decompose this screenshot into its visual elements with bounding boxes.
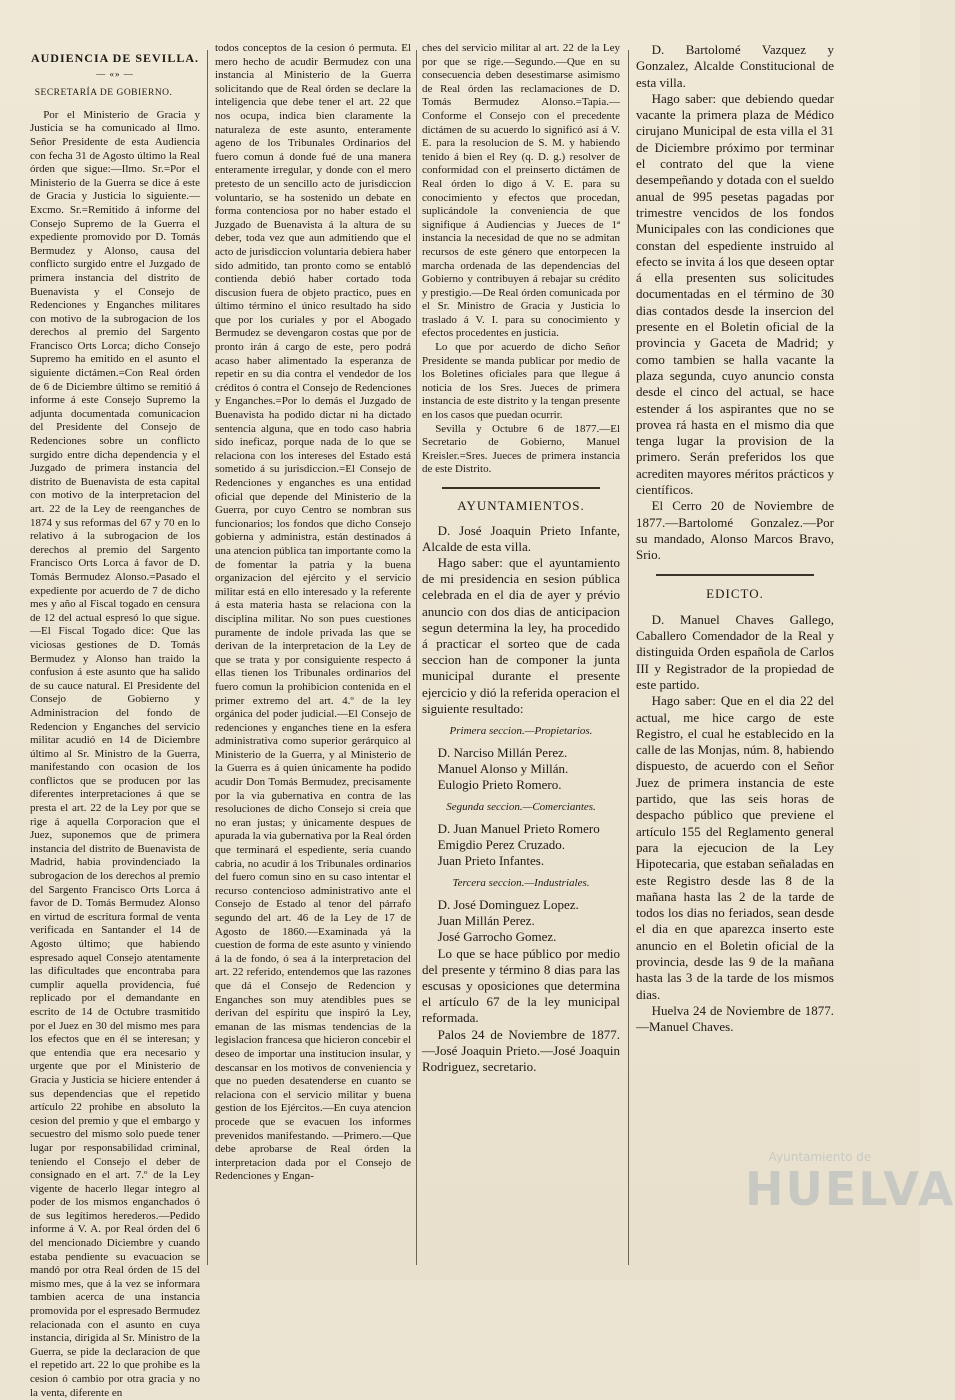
article-signature: Sevilla y Octubre 6 de 1877.—El Secretario de Gobierno, Manuel Kreisler.=Sres. Jueces de primera instancia de este Distrito. <box>422 422 620 476</box>
list-item: Emigdio Perez Cruzado. <box>437 837 566 853</box>
mayor-heading-cerro: D. Bartolomé Vazquez y Gonzalez, Alcalde Constitucional de esta villa. <box>636 42 834 90</box>
ornament: — «» — <box>96 68 134 79</box>
section-title-audiencia: AUDIENCIA DE SEVILLA. <box>30 51 200 65</box>
mayor-signature: Palos 24 de Noviembre de 1877.—José Joaquin Prieto.—José Joaquin Rodriguez, secretario. <box>422 1026 620 1075</box>
column-rule <box>416 50 417 1265</box>
column-2 <box>215 42 411 1267</box>
column-rule <box>628 50 629 1265</box>
section-subtitle: SECRETARÍA DE GOBIERNO. <box>34 88 173 99</box>
article-body-continued: todos conceptos de la cesion ó permuta. El mero hecho de acudir Bermudez con una instancia al Ministerio de la Guerra solicitando que de Real órden se declare la inteligencia que debe tener el art. 22 que nos ocupa, indica bien claramente la naturaleza de este asunto, enteramente ageno de los Tribunales Ordinarios del fuero comun á donde fué de una manera enteramente irregular, y donde con el mero pretesto de un sencillo acto de jurisdiccion voluntario, se ha sostenido un debate en forma contenciosa por no haber estado el Juzgado de Buenavista á la altura de su deber, toda vez que aun admitiendo que el acto de jurisdiccion voluntaria debiera haber sido admitido, tan pronto como se entabló contienda debió haber cortado toda discusion fuera de objeto practico, pues en último término el único resultado ha sido que por los curiales y por el Abogado Bermudez se devengaron costas que por de pronto irán á cargo de este, pero podrá acaso haber alimentado la esperanza de repetir en su dia contra el vendedor de los créditos ó contra el Consejo de Redenciones y Enganches.=Por lo demás el Juzgado de Buenavista ha podido dictar ni ha dictado sentencia alguna, que en todo caso habria sido ineficaz, porque nada de lo que se relaciona con los intereses del Estado está sometido á su jurisdiccion.=El Consejo de Redenciones y enganches es una entidad oficial que depende del Ministerio de la Guerra, por cuyo Centro se nombran sus funcionarios; los fondos que dicho Consejo gobierna y administra, están destinados á una atencion pública tan importante como la de fomentar la patria y la buena organizacion del ejército y el servicio militar está en ello interesado y la referente á esta materia hasta se relaciona con la disciplina militar. No son pues cuestiones puramente de índole privada las que se derivan de la interpretacion de la Ley de que se trata y por consiguiente respecto á ellas tienen los Tribunales ordinarios del fuero comun la prohibicion contenida en el primer extremo del art. 4.º de la ley orgánica del poder judicial.—El Consejo de redenciones y enganches tiene en la esfera administrativa como superior gerárquico al Ministerio de la Guerra, y al Ministerio de la Guerra es á quien únicamente ha podido acudir Don Tomás Bermudez, precisamente por la via gubernativa en contra de las resoluciones de dicho Consejo si creia que no eran justas; y únicamente despues de apurada la via gubernativa por la Real órden que terminará el espediente, sería cuando cabria, no acudir á los Tribunales ordinarios del fuero comun sino en su caso intentar el recurso contencioso administrativo ante el Consejo de Estado al tenor del párrafo segundo del art. 46 de la Ley de 17 de Agosto de 1860.—Examinada yá la cuestion de forma de este asunto y viniendo á la de fondo, ó sea á la interpretacion del art. 22 referido, entendemos que las razones que dá el Consejo de Redencion y Enganches son muy atendibles pues se derivan del espíritu que inspiró la Ley, emanan de las mismas tendencias de la legislacion francesa que hicieron concebir el deseo de importar una institucion insular, y descansar en los motivos de conveniencia y que no pueden desatenderse en cuanto se relaciona con el servicio militar y buena gestion de los Ejércitos.—En cuya atencion procede que se evacuen los informes prevenidos manifestando. —Primero.—Que debe aprobarse de Real órden la interpretacion dada por el Consejo de Redenciones y Engan- <box>215 42 411 1183</box>
list-item: Manuel Alonso y Millán. <box>437 760 569 776</box>
divider <box>656 574 814 576</box>
article-body-end: ches del servicio militar al art. 22 de la Ley por que se rige.—Segundo.—Que en su consecuencia deben desestimarse asimismo de Real órden las reclamaciones de D. Tomás Bermudez Alonso.=Tapia.—Conforme el Consejo con el precedente dictámen de su acuerdo lo significó así á V. E. para la resolucion de S. M. y habiendo tenido á bien el Rey (q. D. g.) resolver de conformidad con el preinserto dictámen de Real órden lo digo á V. E. para su conocimiento y efectos que procedan, suplicándole la conveniencia de que signifique á Audiencias y Jueces de 1ª instancia la necesidad de que no se admitan recursos de este género que entorpecen la marcha ordenada de las dependencias del Gobierno y contribuyen á rebajar su crédito y prestigio.—De Real órden comunicada por el Sr. Ministro de Gracia y Justicia lo traslado á V. I. para su conocimiento y efectos procedentes en justicia. <box>422 42 620 340</box>
section-label-1: Primera seccion.—Propietarios. <box>449 725 593 738</box>
list-item: D. Narciso Millán Perez. <box>437 744 568 760</box>
edict-body: Hago saber: Que en el dia 22 del actual, me hice cargo de este Registro, el cual he establecido en la calle de las Monjas, núm. 8, habiendo dispuesto, de acuerdo con el Señor Juez de primera instancia de este partido, que las seis horas de despacho público que previene el artículo 155 del Reglamento general para la ejecucion de la Ley Hipotecaria, que estaban señaladas en este Registro desde las 8 de la mañana hasta las 2 de la tarde de todos los dias no feriados, sean desde el dia en que aparezca inserto este anuncio en el Boletin oficial de la provincia, desde las 9 de la mañana hasta las 3 de la tarde de los mismos dias. <box>636 693 834 1002</box>
divider <box>442 487 600 489</box>
list-item: Juan Prieto Infantes. <box>437 853 545 869</box>
edict-heading: D. Manuel Chaves Gallego, Caballero Comendador de la Real y distinguida Orden española de Carlos III y Registrador de la propiedad de este partido. <box>636 611 834 692</box>
section-label-3: Tercera seccion.—Industriales. <box>452 877 590 890</box>
list-item: D. José Dominguez Lopez. <box>437 897 579 913</box>
mayor-notice: Hago saber: que el ayuntamiento de mi presidencia en sesion pública celebrada en el dia de ayer y prévio anuncio con dos dias de anticipacion segun determina la ley, ha procedido á practicar el sorteo que de cada seccion han de componer la junta municipal durante el presente ejercicio y dió la referida operacion el siguiente resultado: <box>422 555 620 716</box>
mayor-heading: D. José Joaquin Prieto Infante, Alcalde de esta villa. <box>422 522 620 554</box>
list-item: Eulogio Prieto Romero. <box>437 777 562 793</box>
edict-signature: Huelva 24 de Noviembre de 1877.—Manuel Chaves. <box>636 1002 834 1035</box>
section-title-edicto: EDICTO. <box>706 585 764 601</box>
column-rule <box>207 50 208 1265</box>
section-label-2: Segunda seccion.—Comerciantes. <box>446 801 596 814</box>
publication-order: Lo que por acuerdo de dicho Señor Presidente se manda publicar por medio de los Boletines oficiales para que llegue á noticia de los Sres. Jueces de primera instancia de este distrito y la tengan presente en los casos que puedan ocurrir. <box>422 341 620 422</box>
archive-watermark <box>745 1150 955 1270</box>
vacancy-signature: El Cerro 20 de Noviembre de 1877.—Bartolomé Gonzalez.—Por su mandado, Alonso Marcos Bravo, Srio. <box>636 498 834 563</box>
list-item: D. Juan Manuel Prieto Romero <box>437 820 600 836</box>
article-body: Por el Ministerio de Gracia y Justicia se ha comunicado al Ilmo. Señor Presidente de esta Audiencia con fecha 31 de Agosto último la Real órden que sigue:—Ilmo. Sr.=Por el Ministerio de la Guerra se dice á este de Gracia y Justicia lo siguiente.—Excmo. Sr.=Remitido á informe del Consejo Supremo de la Guerra el expediente promovido por D. Tomás Bermudez y Alonso, causa del conflicto surgido entre el Juzgado de primera instancia del distrito de Buenavista y el Consejo de Redenciones y Enganches militares con motivo de la subrogacion de los derechos al premio del Sargento Francisco Orts Lorca; dicho Consejo Supremo ha emitido en el asunto el siguiente dictámen.=Con Real órden de 6 de Diciembre último se remitió á informe á este Consejo Supremo la adjunta documentada comunicacion del Presidente del Consejo de Redenciones sobre un conflicto surgido entre dicha dependencia y el Juzgado de primera instancia del distrito de Buenavista de esta capital con motivo de la interpretacion del art. 22 de la Ley de reenganches de 1874 y sus reformas del 67 y 70 en lo relativo á la subrogacion de los derechos al premio del Sargento Francisco Orts Lorca á favor de D. Tomás Bermudez Alonso.=Pasado el expediente por acuerdo de 7 de dicho mes y año al Fiscal togado en censura de 12 del actual espresó lo que sigue.—El Fiscal Togado dice: Que las viciosas gestiones de D. Tomás Bermudez y Alonso han traido la confusion á este asunto que ha salido de su cauce natural. El Presidente del Consejo de Gobierno y Administracion del fondo de Redencion y Enganches del servicio militar acudió en 14 de Diciembre último al Sr. Ministro de la Guerra, manifestando con ocasion de los conflictos que se producen por las diferentes interpretaciones á que se presta el art. 22 de la Ley por que se rige á aquella Corporacion que el Juez, suponemos que de primera instancia del distrito de Buenavista de Madrid, habia provindenciado la subrogacion de los derechos al premio del Sargento Francisco Orts Lorca á favor de D. Tomás Bermudez Alonso en virtud de escritura formal de venta verificada en Santander el 14 de Agosto último; que habiendo espresado aquel Consejo atentamente las dificultades que encontraba para cumplir aquella providencia, fué replicado por el demandante en escrito de 14 de Octubre trasmitido por el Juez en 30 del mismo mes para los efectos que en él se interesan; y que entendia que era necesario y urgente que por el Ministerio de Gracia y Justicia se hiciere entender á sus dependencias que el repetido artículo 22 prohibe en absoluto la cesion del premio y que el embargo y secuestro del mismo solo puede tener lugar por responsabilidad criminal, teniendo el Consejo el deber de consignado en el art. 7.º de la Ley vigente de hacerlo llegar íntegro al poder de los mismos enganchados ó de sus legítimos herederos.—Pedido informe á V. A. por Real órden del 6 del mencionado Diciembre y cuando estaba pendiente su evacuacion se mandó por otra Real órden de 15 del mismo mes, que á la vez se informara tambien acerca de una instancia promovida por el espresado Bermudez relacionada con el asunto en cuya instancia, dirigida al Sr. Ministro de la Guerra, se pide la declaracion de que el repetido art. 22 lo que prohibe es la cesion ó cambio por otra gracia y no la venta, diferente en <box>30 108 200 1399</box>
column-4 <box>636 42 834 1267</box>
vacancy-notice: Hago saber: que debiendo quedar vacante la primera plaza de Médico cirujano Municipal de esta villa el 31 de Diciembre próximo por terminar el contrato del que la viene desempeñando y dotada con el sueldo anual de 995 pesetas pagadas por trimestre vencidos de los fondos Municipales con las condiciones que constan del espediente instruido al efecto se invita á los que deseen optar á ella presenten sus solicitudes documentadas en el término de 30 dias contados desde la insercion del presente en el Boletin oficial de la provincia y Gaceta de Madrid; y como tambien se halla vacante la plaza segunda, cuyo anuncio consta desde el cinco del actual, se hace estender á los aspirantes que no se provea rá hasta en el mismo dia que tenga lugar la provision de la primero. Serán preferidos los que acrediten mayores méritos prácticos y científicos. <box>636 90 834 498</box>
watermark-line2: HUELVA <box>745 1162 955 1216</box>
list-item: José Garrocho Gomez. <box>437 929 557 945</box>
column-1 <box>30 42 200 1399</box>
list-item: Juan Millán Perez. <box>437 913 535 929</box>
section-title-ayuntamientos: AYUNTAMIENTOS. <box>457 498 585 513</box>
column-3 <box>422 42 620 1267</box>
closing-notice: Lo que se hace público por medio del presente y término 8 dias para las escusas y oposiciones que determina el artículo 67 de la ley municipal reformada. <box>422 945 620 1026</box>
watermark-line1: Ayuntamiento de <box>768 1150 872 1164</box>
